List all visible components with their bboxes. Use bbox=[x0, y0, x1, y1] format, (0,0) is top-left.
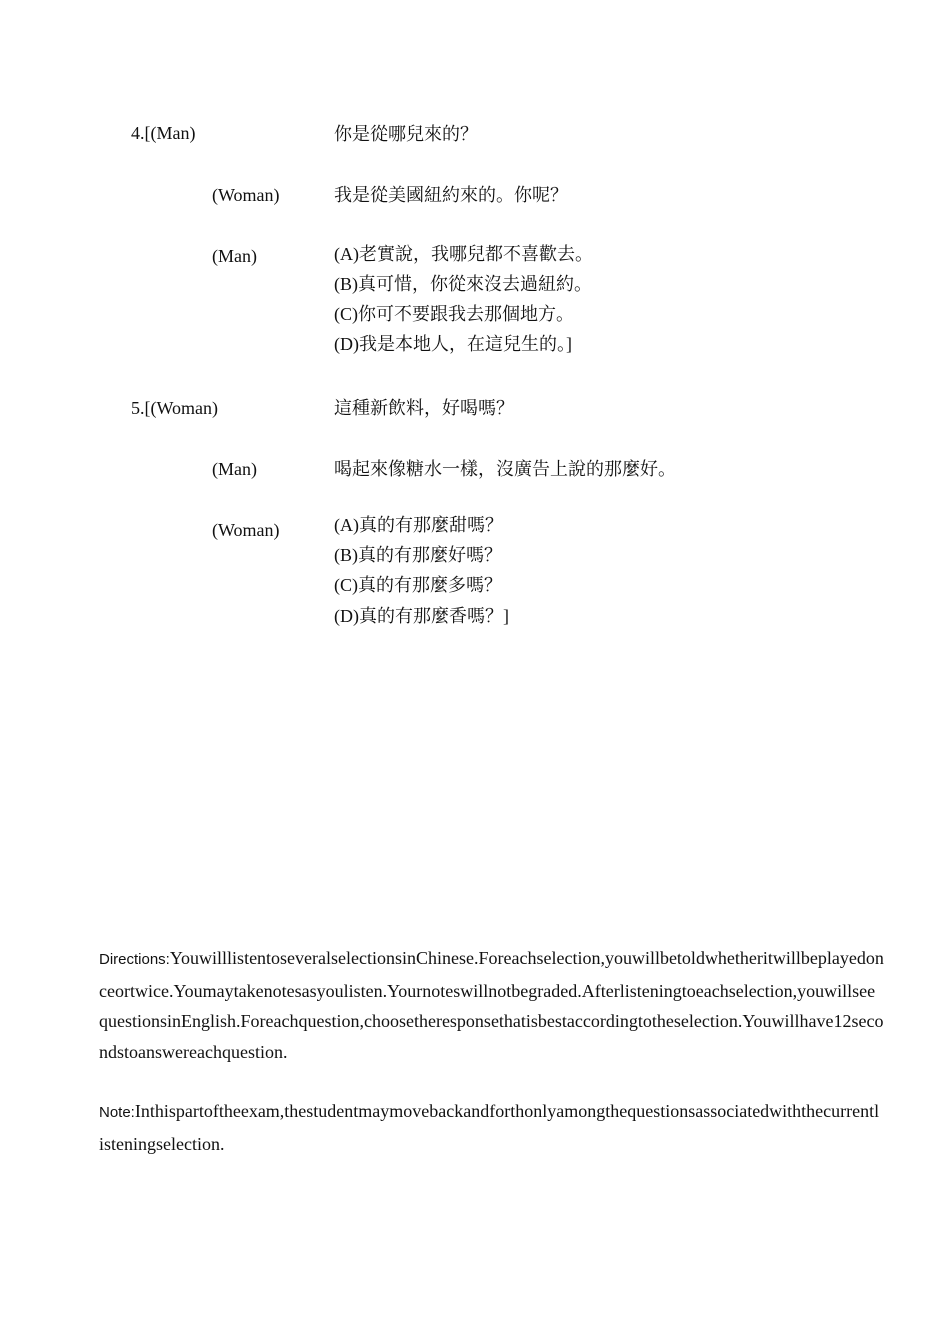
q4-number-speaker: 4.[(Man) bbox=[131, 123, 196, 143]
note-text: Inthispartoftheexam,thestudentmaymovebackandforthonlyamongthequestionsassociatedwiththecurrentlisteningselection. bbox=[99, 1101, 880, 1154]
q4-option-c: (C)你可不要跟我去那個地方。 bbox=[334, 304, 574, 324]
q5-speaker3: (Woman) bbox=[212, 520, 280, 540]
q5-line2: 喝起來像糖水一樣，沒廣告上說的那麼好。 bbox=[334, 459, 676, 479]
q4-line2: 我是從美國紐約來的。你呢？ bbox=[334, 185, 568, 205]
note-paragraph bbox=[99, 1096, 884, 1159]
q5-option-c: (C)真的有那麼多嗎？ bbox=[334, 575, 502, 595]
q5-speaker2: (Man) bbox=[212, 459, 257, 479]
directions-label: Directions: bbox=[99, 951, 170, 968]
q5-option-a: (A)真的有那麼甜嗎？ bbox=[334, 515, 503, 535]
q5-option-d: (D)真的有那麼香嗎？] bbox=[334, 606, 509, 626]
q4-line1: 你是從哪兒來的？ bbox=[334, 124, 478, 144]
q5-line1: 這種新飲料，好喝嗎？ bbox=[334, 398, 514, 418]
note-label: Note: bbox=[99, 1104, 135, 1121]
q4-option-b: (B)真可惜，你從來沒去過紐約。 bbox=[334, 274, 592, 294]
q4-option-d: (D)我是本地人，在這兒生的。] bbox=[334, 334, 572, 354]
q4-option-a: (A)老實說，我哪兒都不喜歡去。 bbox=[334, 244, 593, 264]
q5-option-b: (B)真的有那麼好嗎？ bbox=[334, 545, 502, 565]
q5-number-speaker: 5.[(Woman) bbox=[131, 398, 219, 418]
q4-speaker3: (Man) bbox=[212, 246, 257, 266]
directions-paragraph bbox=[99, 943, 884, 1067]
q4-speaker2: (Woman) bbox=[212, 185, 280, 205]
directions-text: Youwilllistentoseveralselectionsin​Chinese.Foreachselection,youwillbetoldwhetheritwillbeplayedonceortwice.Youmaytakenotesasyoulisten.Yournoteswillnotbegraded.Afterlisteningtoeachselection,youwillseequestionsinEnglish.Foreachquestion,choosetheresponsethatisbestaccordingtotheselection.Youwillhave12secondstoanswereachquestion. bbox=[99, 948, 884, 1062]
